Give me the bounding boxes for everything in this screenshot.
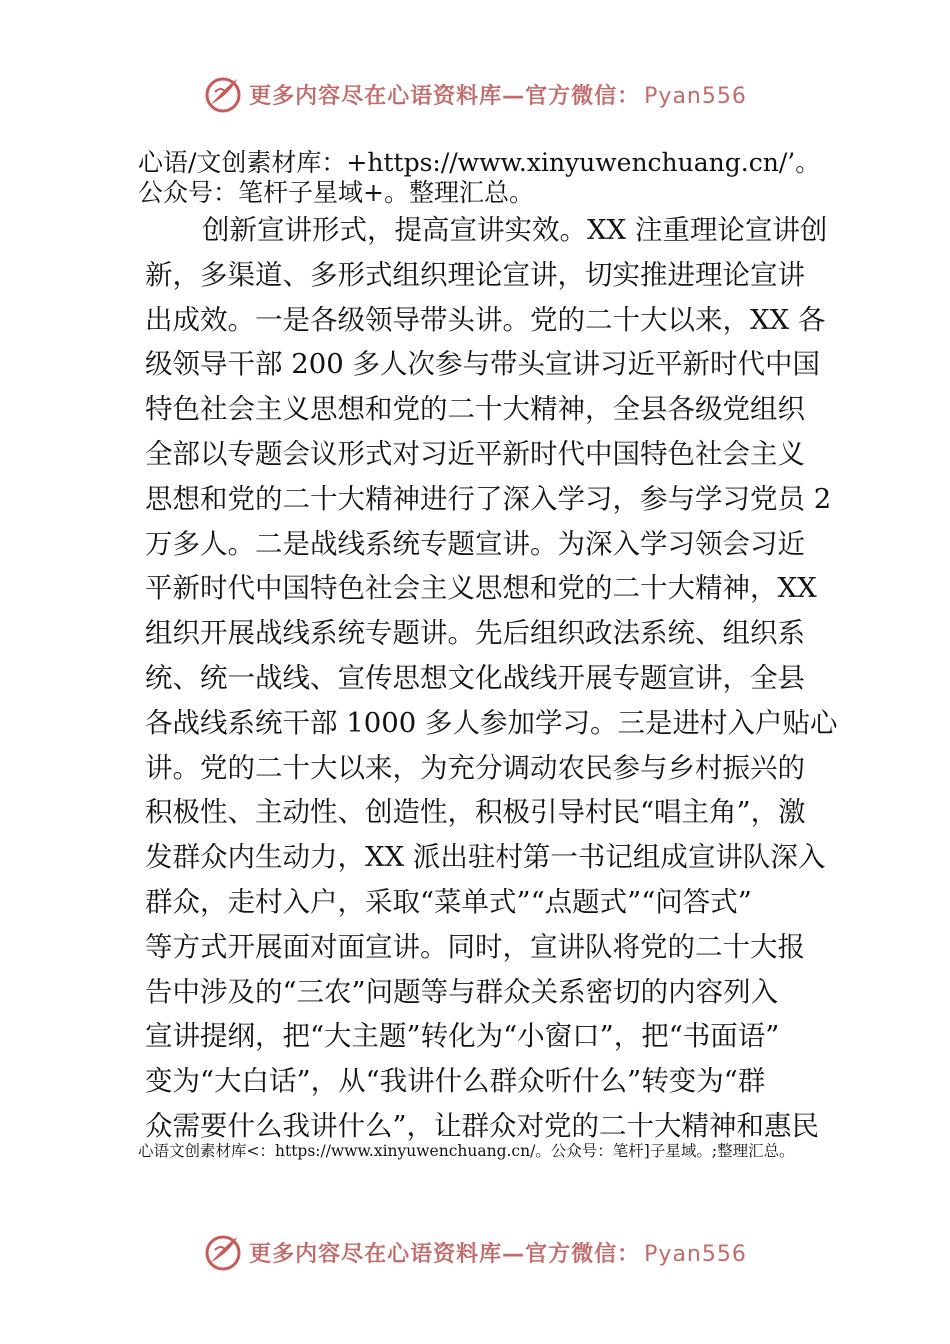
- source-line: 心语/文创素材库：+https://www.xinyuwenchuang.cn/’。: [138, 148, 821, 177]
- text-line: 讲。党的二十大以来，为充分调动农民参与乡村振兴的: [145, 751, 805, 784]
- text-line: 万多人。二是战线系统专题宣讲。为深入学习领会习近: [145, 527, 805, 560]
- text-line: 全部以专题会议形式对习近平新时代中国特色社会主义: [145, 437, 805, 470]
- body-paragraph: [145, 208, 838, 1149]
- top-banner: [0, 72, 950, 116]
- text-line: 级领导干部 200 多人次参与带头宣讲习近平新时代中国: [145, 348, 820, 381]
- text-line: 宣讲提纲，把“大主题”转化为“小窗口”，把“书面语”: [145, 1020, 780, 1053]
- text-line: 统、统一战线、宣传思想文化战线开展专题宣讲，全县: [145, 661, 805, 694]
- text-line: 思想和党的二十大精神进行了深入学习，参与学习党员 2: [145, 482, 832, 515]
- source-line: 公众号：笔杆子星域+。整理汇总。: [138, 178, 534, 207]
- quill-logo-icon: [203, 1232, 243, 1272]
- banner-text: 更多内容尽在心语资料库—官方微信： Pyan556: [249, 1241, 747, 1267]
- text-line: 创新宣讲形式，提高宣讲实效。XX 注重理论宣讲创: [202, 214, 828, 246]
- quill-logo-icon: [203, 74, 243, 114]
- text-line: 等方式开展面对面宣讲。同时，宣讲队将党的二十大报: [145, 930, 805, 963]
- text-line: 众需要什么我讲什么”，让群众对党的二十大精神和惠民: [145, 1109, 820, 1142]
- text-line: 特色社会主义思想和党的二十大精神，全县各级党组织: [145, 393, 805, 426]
- text-line: 告中涉及的“三农”问题等与群众关系密切的内容列入: [145, 975, 779, 1008]
- text-line: 发群众内生动力，XX 派出驻村第一书记组成宣讲队深入: [145, 841, 826, 874]
- text-line: 平新时代中国特色社会主义思想和党的二十大精神，XX: [145, 572, 817, 605]
- bottom-banner: [0, 1230, 950, 1274]
- text-line: 变为“大白话”，从“我讲什么群众听什么”转变为“群: [145, 1065, 766, 1098]
- text-line: 新，多渠道、多形式组织理论宣讲，切实推进理论宣讲: [145, 258, 805, 291]
- text-line: 积极性、主动性、创造性，积极引导村民“唱主角”，激: [145, 796, 806, 829]
- text-line: 出成效。一是各级领导带头讲。党的二十大以来，XX 各: [145, 303, 826, 336]
- text-line: 群众，走村入户，采取“菜单式”“点题式”“问答式”: [145, 885, 752, 918]
- banner-text: 更多内容尽在心语资料库—官方微信： Pyan556: [249, 83, 747, 109]
- text-line: 组织开展战线系统专题讲。先后组织政法系统、组织系: [145, 617, 805, 650]
- text-line: 各战线系统干部 1000 多人参加学习。三是进村入户贴心: [145, 706, 838, 739]
- footer-note: 心语文创素材库<：https://www.xinyuwenchuang.cn/。公众号：笔杆]子星域。;整理汇总。: [138, 1142, 795, 1160]
